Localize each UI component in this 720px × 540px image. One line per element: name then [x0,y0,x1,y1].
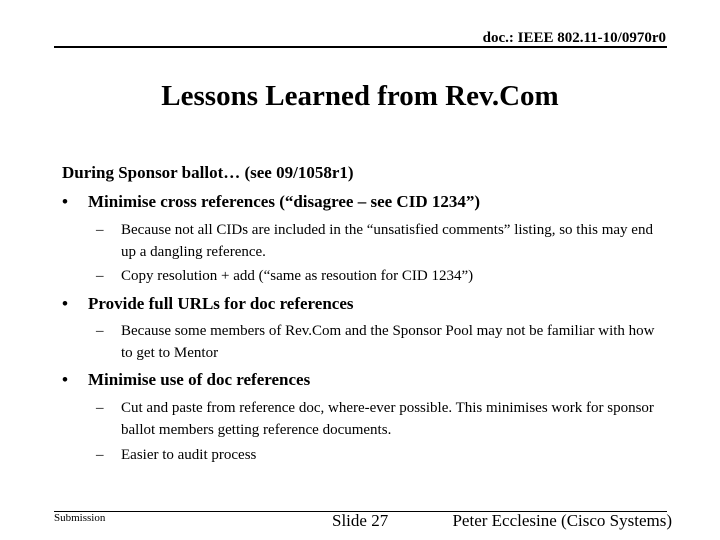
sub-item [96,219,666,263]
dash-icon: – [96,323,104,339]
dash-icon: – [96,222,104,238]
sub-item [96,397,666,441]
header-rule [54,46,667,48]
sub-item-text: Because some members of Rev.Com and the Sponsor Pool may not be familiar with how to get to Mentor [121,323,655,361]
sub-item [96,265,666,287]
dash-icon: – [96,268,104,284]
bullet-icon: • [62,192,68,211]
intro-line: During Sponsor ballot… (see 09/1058r1) [62,163,354,182]
bullet-icon: • [62,370,68,389]
bullet-2-text: Provide full URLs for doc references [88,294,354,313]
dash-icon: – [96,400,104,416]
footer-submission: Submission [54,512,106,524]
bullet-3-text: Minimise use of doc references [88,370,311,389]
sub-item-text: Because not all CIDs are included in the “unsatisfied comments” listing, so this may end up a dangling reference. [121,222,653,260]
bullet-icon: • [62,294,68,313]
dash-icon: – [96,447,104,463]
sub-item-text: Copy resolution + add (“same as resoution for CID 1234”) [121,268,474,284]
sub-item [96,320,666,364]
slide-number: Slide 27 [332,511,389,530]
sub-item-text: Cut and paste from reference doc, where-ever possible. This minimises work for sponsor ballot members getting reference documents. [121,400,654,438]
footer-author: Peter Ecclesine (Cisco Systems) [452,511,672,530]
sub-item-text: Easier to audit process [121,447,257,463]
sub-item [96,444,666,466]
bullet-1-text: Minimise cross references (“disagree – see CID 1234”) [88,192,481,211]
slide-title: Lessons Learned from Rev.Com [161,80,559,112]
document-id: doc.: IEEE 802.11-10/0970r0 [482,30,666,46]
